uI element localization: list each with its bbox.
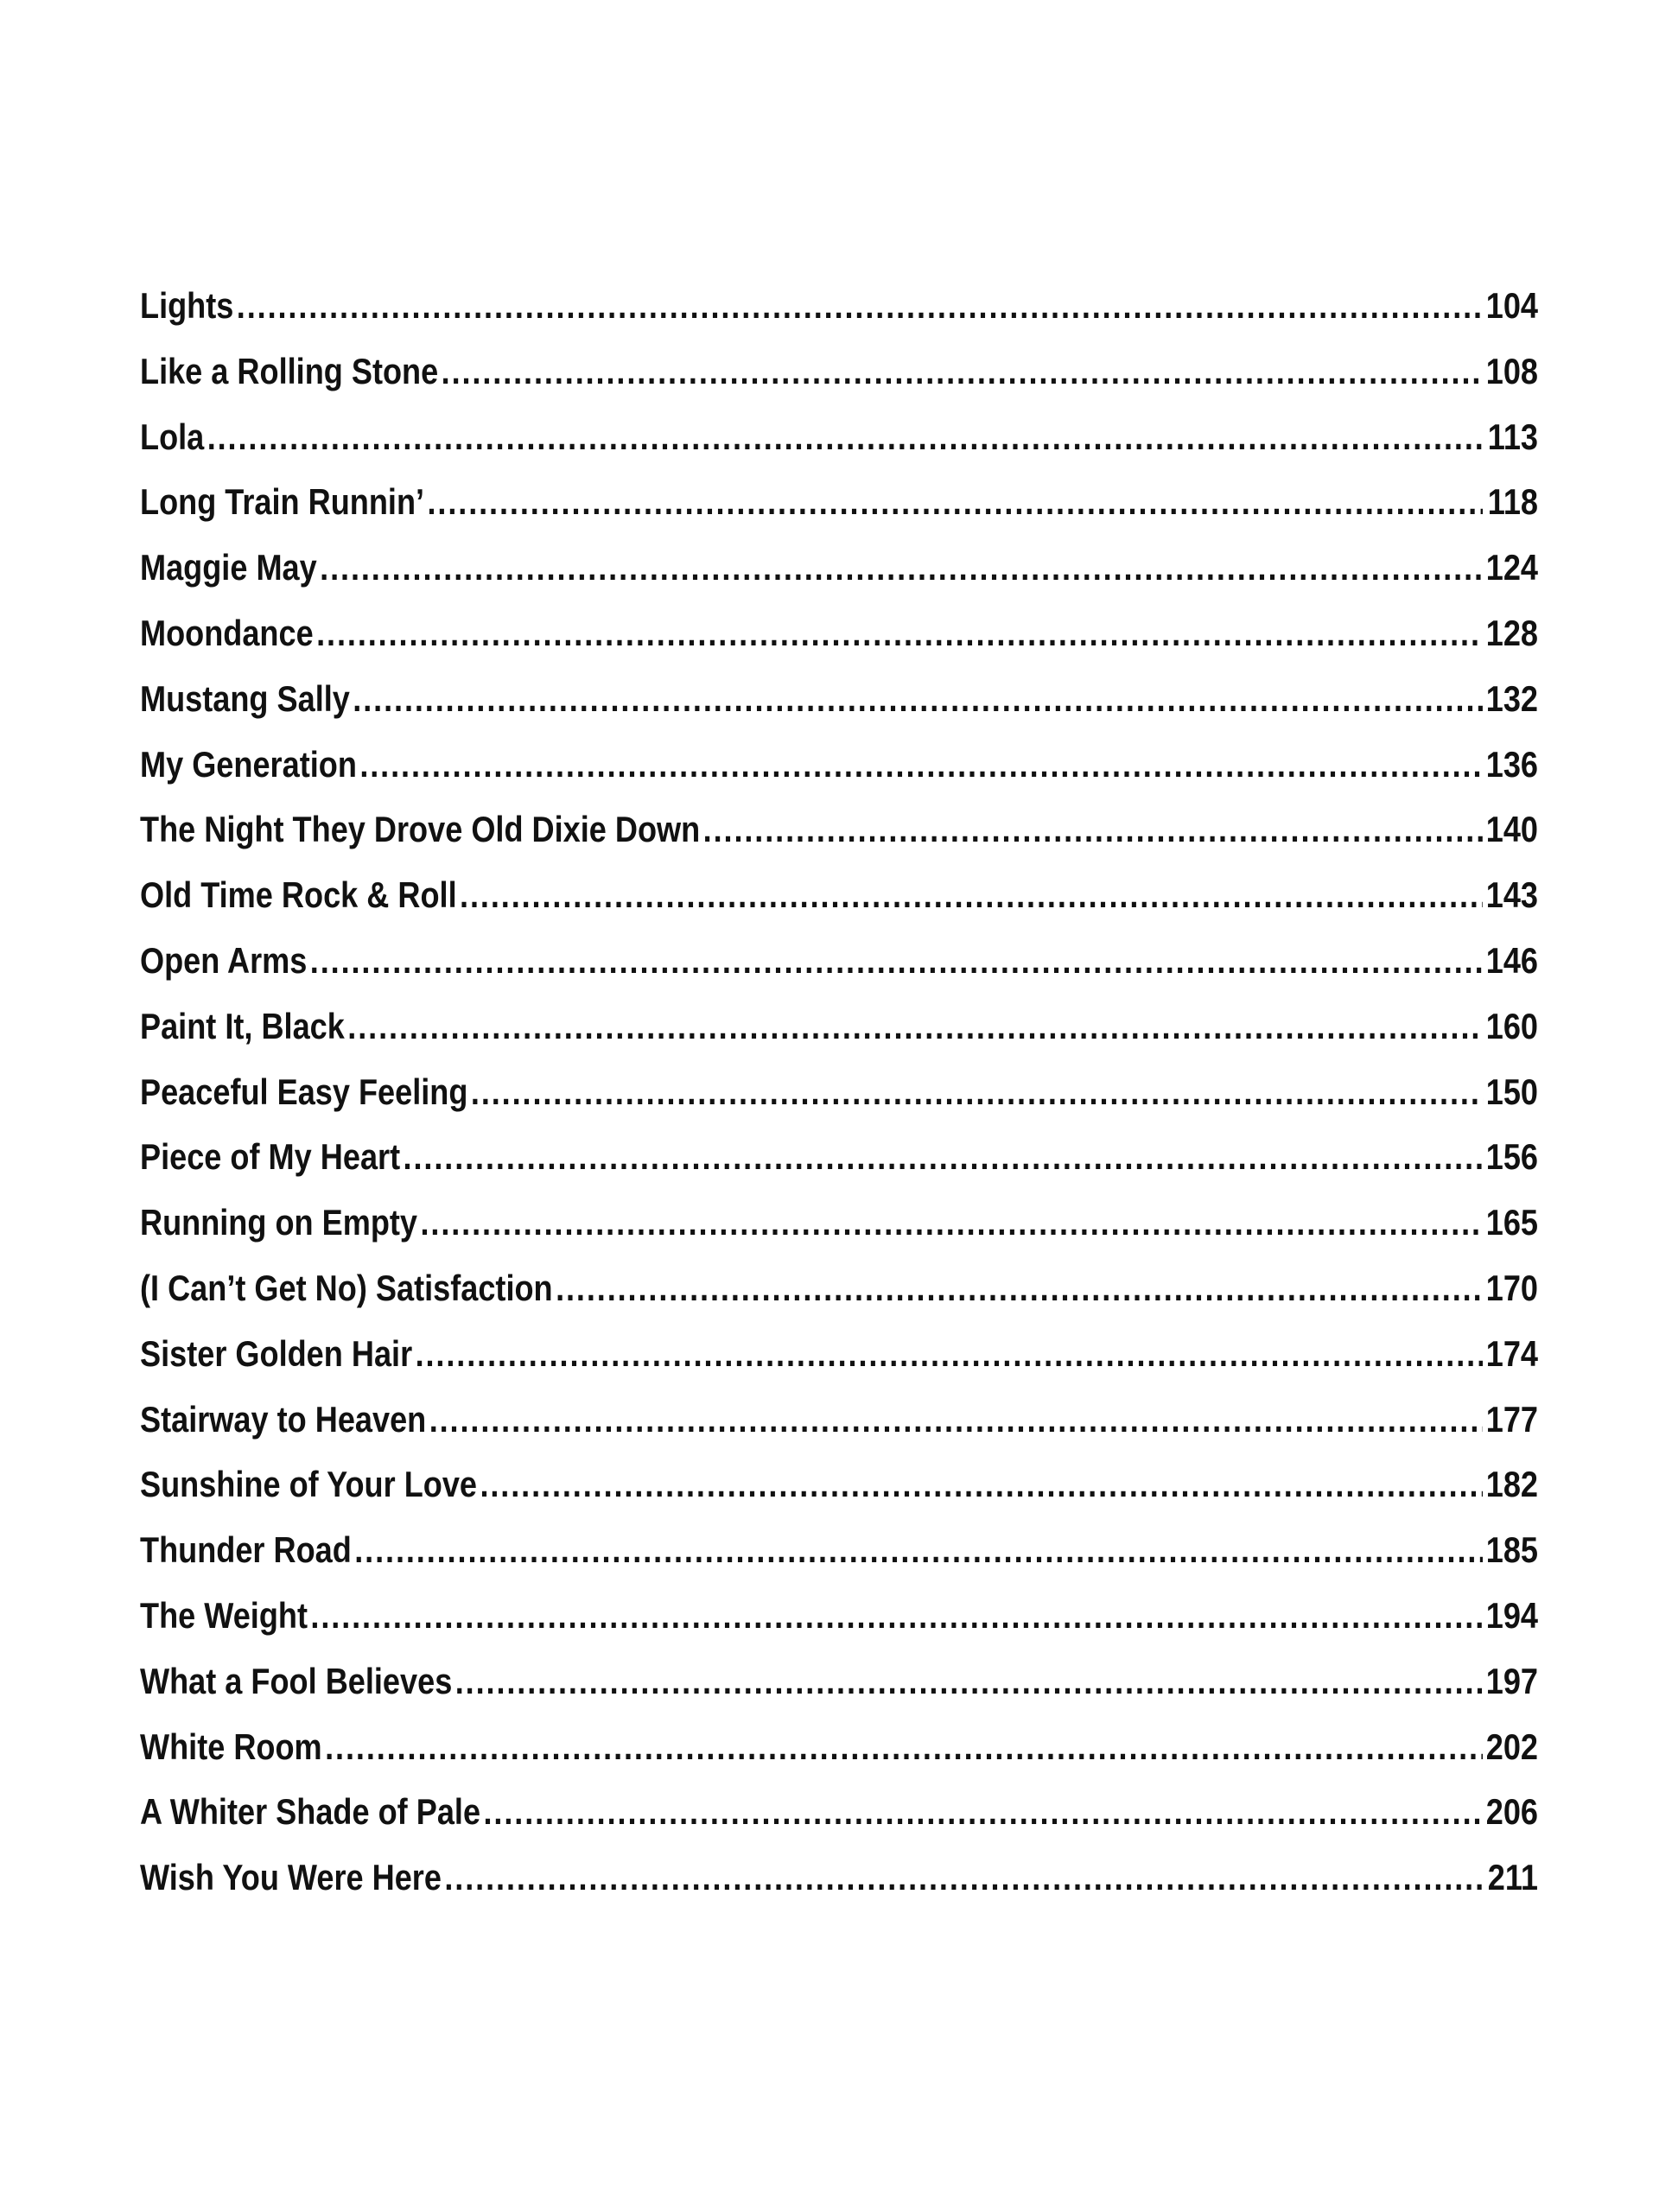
toc-entry-title: A Whiter Shade of Pale: [140, 1791, 481, 1833]
toc-entry-title: Like a Rolling Stone: [140, 350, 439, 391]
toc-entry: [140, 1059, 1538, 1125]
dot-leader: [310, 928, 1484, 994]
toc-entry-title: (I Can’t Get No) Satisfaction: [140, 1267, 553, 1308]
toc-entry: [140, 928, 1538, 994]
dot-leader: [325, 1714, 1483, 1780]
toc-entry: [140, 273, 1538, 339]
dot-leader: [416, 1321, 1484, 1387]
toc-entry-page-number: 194: [1485, 1594, 1539, 1636]
toc-entry-title: Peaceful Easy Feeling: [140, 1071, 468, 1112]
toc-entry-title: Lola: [140, 416, 205, 457]
table-of-contents: [140, 273, 1538, 1910]
dot-leader: [471, 1059, 1483, 1125]
dot-leader: [237, 273, 1484, 339]
toc-entry: [140, 1649, 1538, 1714]
toc-entry-page-number: 113: [1487, 416, 1539, 457]
toc-entry: [140, 732, 1538, 798]
dot-leader: [316, 601, 1483, 666]
toc-entry-page-number: 177: [1485, 1398, 1539, 1440]
toc-entry-page-number: 165: [1485, 1202, 1539, 1243]
toc-entry-title: Open Arms: [140, 939, 308, 981]
toc-entry-page-number: 211: [1487, 1857, 1539, 1898]
toc-entry: [140, 1321, 1538, 1387]
toc-entry-page-number: 146: [1485, 939, 1539, 981]
toc-entry-page-number: 124: [1485, 547, 1539, 588]
toc-entry-page-number: 170: [1485, 1267, 1539, 1308]
dot-leader: [347, 994, 1483, 1059]
toc-entry-title: Moondance: [140, 612, 314, 653]
toc-entry-title: Sunshine of Your Love: [140, 1464, 478, 1505]
dot-leader: [310, 1583, 1483, 1649]
toc-entry-page-number: 140: [1485, 809, 1539, 850]
dot-leader: [320, 535, 1483, 601]
toc-entry: [140, 666, 1538, 732]
toc-entry-title: Paint It, Black: [140, 1005, 345, 1046]
toc-entry-title: Wish You Were Here: [140, 1857, 442, 1898]
toc-entry-page-number: 118: [1487, 481, 1539, 523]
toc-entry: [140, 1779, 1538, 1845]
toc-entry-title: Lights: [140, 285, 234, 326]
toc-entry-page-number: 104: [1485, 285, 1539, 326]
toc-entry: [140, 469, 1538, 535]
toc-entry-page-number: 206: [1485, 1791, 1539, 1833]
toc-entry-title: Long Train Runnin’: [140, 481, 425, 523]
dot-leader: [460, 862, 1483, 928]
dot-leader: [455, 1649, 1484, 1714]
toc-entry: [140, 1190, 1538, 1255]
toc-entry: [140, 535, 1538, 601]
toc-entry: [140, 1387, 1538, 1452]
toc-entry-title: The Night They Drove Old Dixie Down: [140, 809, 701, 850]
toc-entry-page-number: 202: [1485, 1726, 1539, 1767]
toc-entry: [140, 1845, 1538, 1910]
toc-entry-page-number: 150: [1485, 1071, 1539, 1112]
dot-leader: [404, 1124, 1484, 1190]
toc-entry-page-number: 197: [1485, 1660, 1539, 1701]
toc-entry-title: Running on Empty: [140, 1202, 418, 1243]
toc-entry-page-number: 108: [1485, 350, 1539, 391]
dot-leader: [483, 1779, 1483, 1845]
toc-entry-title: The Weight: [140, 1594, 308, 1636]
toc-entry: [140, 1583, 1538, 1649]
dot-leader: [429, 1387, 1484, 1452]
toc-entry: [140, 601, 1538, 666]
toc-entry: [140, 994, 1538, 1059]
toc-entry: [140, 1517, 1538, 1583]
toc-entry: [140, 1452, 1538, 1517]
toc-entry-title: What a Fool Believes: [140, 1660, 453, 1701]
dot-leader: [703, 797, 1484, 862]
toc-entry-page-number: 128: [1485, 612, 1539, 653]
toc-entry-page-number: 174: [1485, 1332, 1539, 1374]
toc-entry-page-number: 143: [1485, 874, 1539, 916]
dot-leader: [444, 1845, 1483, 1910]
toc-entry-title: Old Time Rock & Roll: [140, 874, 457, 916]
toc-entry: [140, 862, 1538, 928]
toc-entry-title: Piece of My Heart: [140, 1136, 401, 1178]
toc-entry: [140, 1255, 1538, 1321]
toc-entry-page-number: 185: [1485, 1529, 1539, 1571]
dot-leader: [420, 1190, 1483, 1255]
toc-entry-title: Thunder Road: [140, 1529, 352, 1571]
toc-entry: [140, 1714, 1538, 1780]
dot-leader: [353, 666, 1483, 732]
toc-entry: [140, 1124, 1538, 1190]
toc-entry-title: Stairway to Heaven: [140, 1398, 427, 1440]
dot-leader: [354, 1517, 1483, 1583]
toc-entry-page-number: 156: [1485, 1136, 1539, 1178]
dot-leader: [480, 1452, 1483, 1517]
toc-entry-page-number: 132: [1485, 677, 1539, 719]
dot-leader: [359, 732, 1483, 798]
toc-entry-page-number: 136: [1485, 743, 1539, 785]
toc-entry-title: Sister Golden Hair: [140, 1332, 413, 1374]
toc-entry-page-number: 182: [1485, 1464, 1539, 1505]
toc-entry-page-number: 160: [1485, 1005, 1539, 1046]
toc-entry: [140, 797, 1538, 862]
toc-entry-title: White Room: [140, 1726, 322, 1767]
toc-entry: [140, 339, 1538, 404]
toc-entry-title: Mustang Sally: [140, 677, 350, 719]
dot-leader: [427, 469, 1483, 535]
toc-entry-title: Maggie May: [140, 547, 317, 588]
dot-leader: [207, 404, 1484, 470]
toc-entry-title: My Generation: [140, 743, 357, 785]
dot-leader: [556, 1255, 1483, 1321]
toc-entry: [140, 404, 1538, 470]
dot-leader: [442, 339, 1484, 404]
